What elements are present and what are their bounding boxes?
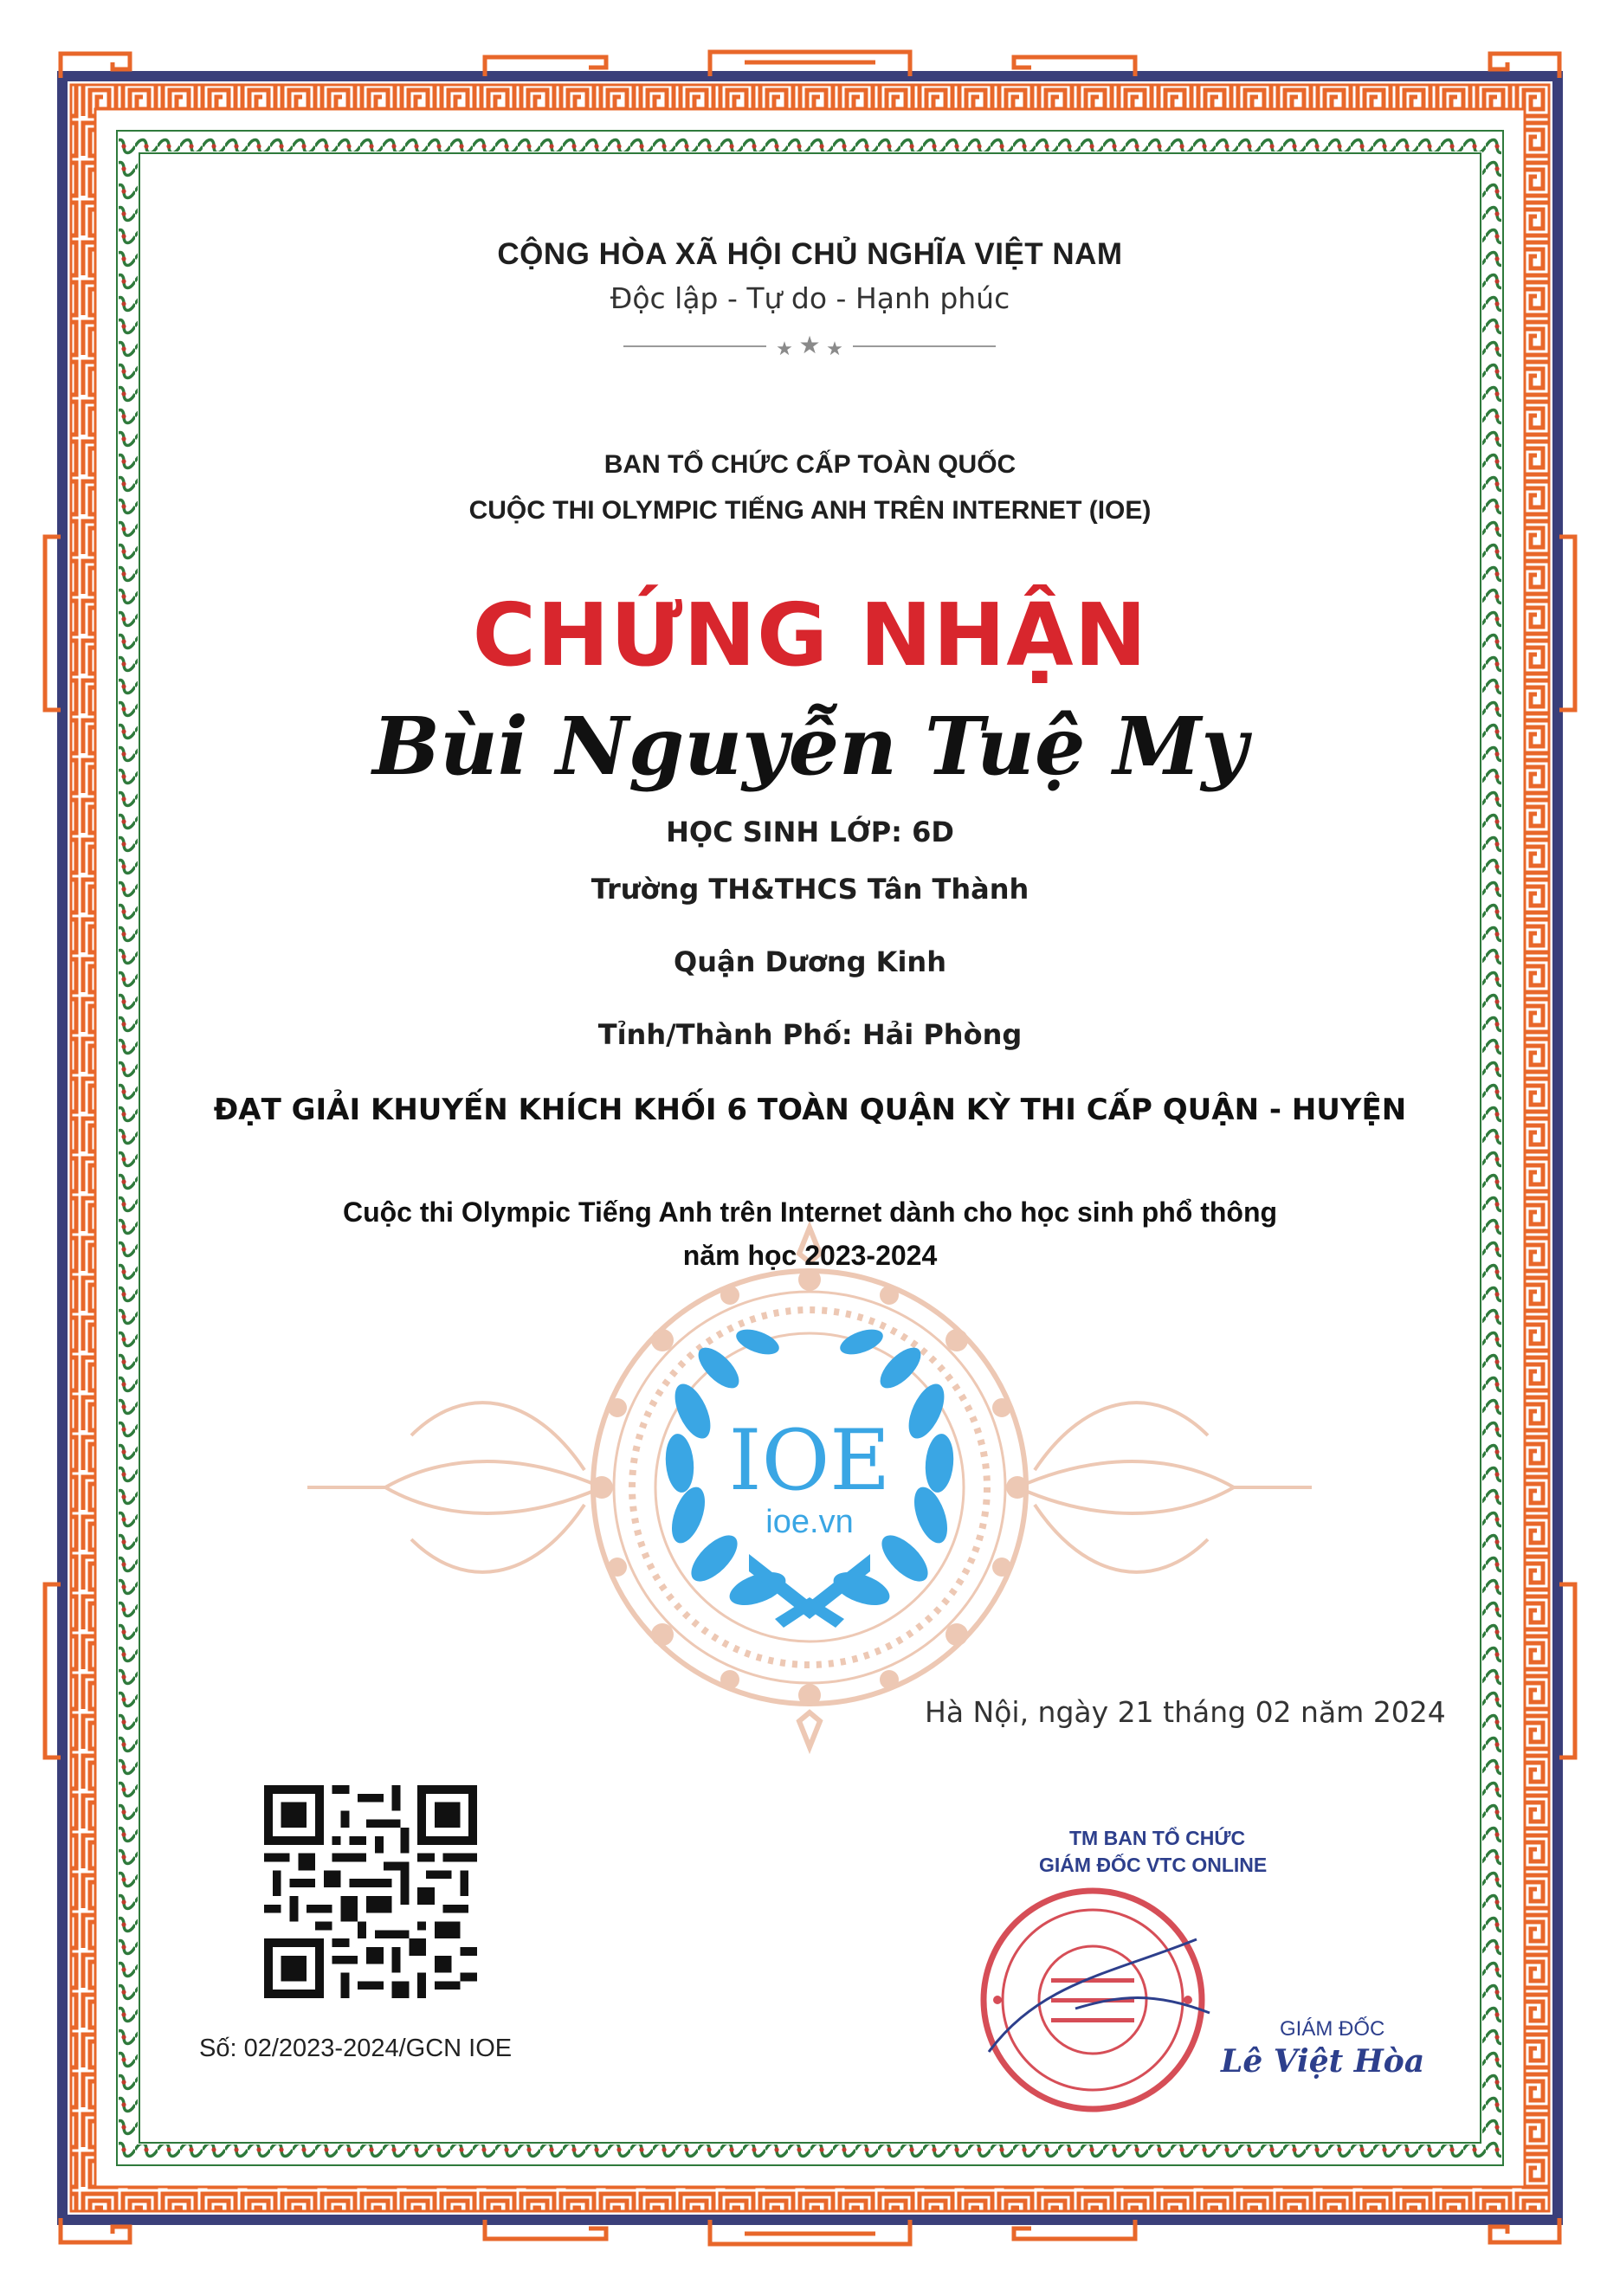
signer-role: GIÁM ĐỐC (1280, 2017, 1385, 2041)
header-divider (623, 332, 996, 359)
svg-text:★: ★ (776, 338, 793, 359)
qr-code[interactable] (264, 1785, 477, 1998)
signer-title-2: GIÁM ĐỐC VTC ONLINE (1039, 1854, 1268, 1876)
ioe-site-text: ioe.vn (765, 1504, 854, 1540)
recipient-school: Trường TH&THCS Tân Thành (591, 873, 1029, 906)
svg-text:★: ★ (826, 338, 843, 359)
recipient-name: Bùi Nguyễn Tuệ My (372, 700, 1248, 793)
signer-title-1: TM BAN TỔ CHỨC (1069, 1827, 1246, 1849)
contest-line-2: năm học 2023-2024 (682, 1240, 938, 1271)
signer-name: Lê Việt Hòa (1221, 2043, 1425, 2080)
recipient-class: HỌC SINH LỚP: 6D (666, 816, 954, 848)
nation-motto: Độc lập - Tự do - Hạnh phúc (610, 281, 1010, 315)
contest-line-1: Cuộc thi Olympic Tiếng Anh trên Internet dành cho học sinh phổ thông (342, 1196, 1278, 1228)
ioe-brand-text: IOE (728, 1412, 891, 1509)
certificate-title: CHỨNG NHẬN (472, 584, 1148, 686)
nation-heading: CỘNG HÒA XÃ HỘI CHỦ NGHĨA VIỆT NAM (497, 237, 1123, 271)
recipient-province: Tỉnh/Thành Phố: Hải Phòng (597, 1018, 1023, 1051)
svg-text:★: ★ (798, 332, 821, 358)
organizer-line-1: BAN TỔ CHỨC CẤP TOÀN QUỐC (603, 450, 1017, 479)
award-line: ĐẠT GIẢI KHUYẾN KHÍCH KHỐI 6 TOÀN QUẬN KỲ THI CẤP QUẬN - HUYỆN (213, 1093, 1407, 1127)
recipient-district: Quận Dương Kinh (674, 945, 946, 978)
certificate-number: Số: 02/2023-2024/GCN IOE (199, 2035, 513, 2062)
company-seal-icon (971, 1879, 1214, 2121)
organizer-line-2: CUỘC THI OLYMPIC TIẾNG ANH TRÊN INTERNET (IOE) (468, 496, 1152, 525)
ioe-laurel-icon (663, 1325, 956, 1628)
issue-date: Hà Nội, ngày 21 tháng 02 năm 2024 (925, 1695, 1446, 1729)
